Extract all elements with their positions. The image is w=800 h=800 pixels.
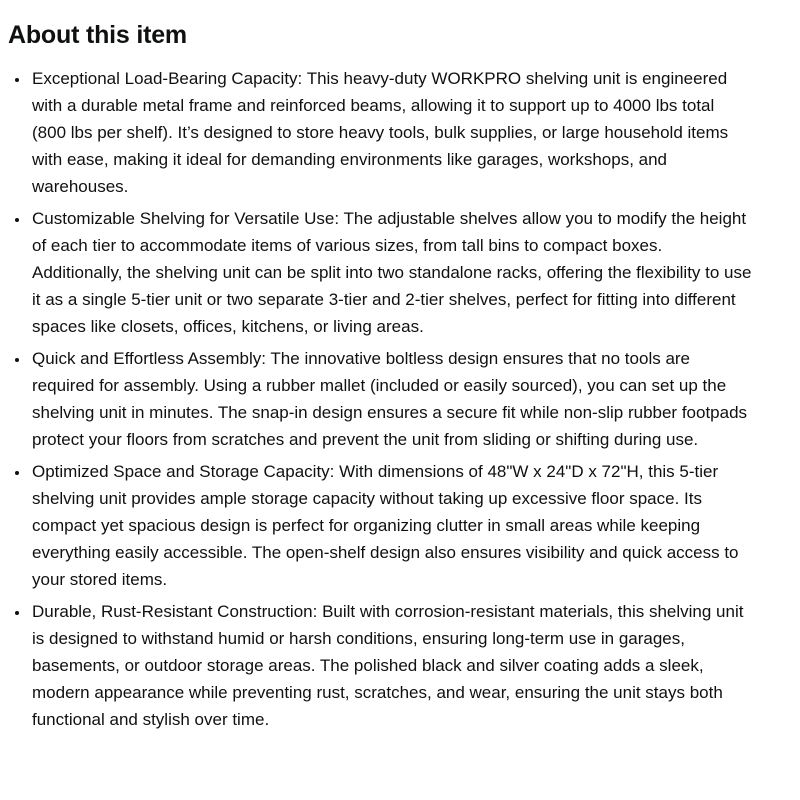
- feature-bullet-item: • Exceptional Load-Bearing Capacity: This heavy-duty WORKPRO shelving unit is engineered with a durable metal frame and reinforced beams, allowing it to support up to 4000 lbs total (800 lbs per shelf). It’s designed to store heavy tools, bulk supplies, or large household items with ease, making it ideal for demanding environments like garages, workshops, and warehouses.: [30, 65, 752, 200]
- about-this-item-heading: About this item: [8, 21, 187, 49]
- feature-bullet-item: • Durable, Rust-Resistant Construction: Built with corrosion-resistant materials, this shelving unit is designed to withstand humid or harsh conditions, ensuring long-term use in garages, basements, or outdoor storage areas. The polished black and silver coating adds a sleek, modern appearance while preventing rust, scratches, and wear, ensuring the unit stays both functional and stylish over time.: [30, 598, 752, 733]
- feature-bullet-item: • Quick and Effortless Assembly: The innovative boltless design ensures that no tools are required for assembly. Using a rubber mallet (included or easily sourced), you can set up the shelving unit in minutes. The snap-in design ensures a secure fit while non-slip rubber footpads protect your floors from scratches and prevent the unit from sliding or shifting during use.: [30, 345, 752, 453]
- feature-bullet-item: • Optimized Space and Storage Capacity: With dimensions of 48"W x 24"D x 72"H, this 5-tier shelving unit provides ample storage capacity without taking up excessive floor space. Its compact yet spacious design is perfect for organizing clutter in small areas while keeping everything easily accessible. The open-shelf design also ensures visibility and quick access to your stored items.: [30, 458, 752, 593]
- feature-bullet-list: [8, 65, 752, 733]
- feature-bullet-item: • Customizable Shelving for Versatile Use: The adjustable shelves allow you to modify the height of each tier to accommodate items of various sizes, from tall bins to compact boxes. Additionally, the shelving unit can be split into two standalone racks, offering the flexibility to use it as a single 5-tier unit or two separate 3-tier and 2-tier shelves, perfect for fitting into different spaces like closets, offices, kitchens, or living areas.: [30, 205, 752, 340]
